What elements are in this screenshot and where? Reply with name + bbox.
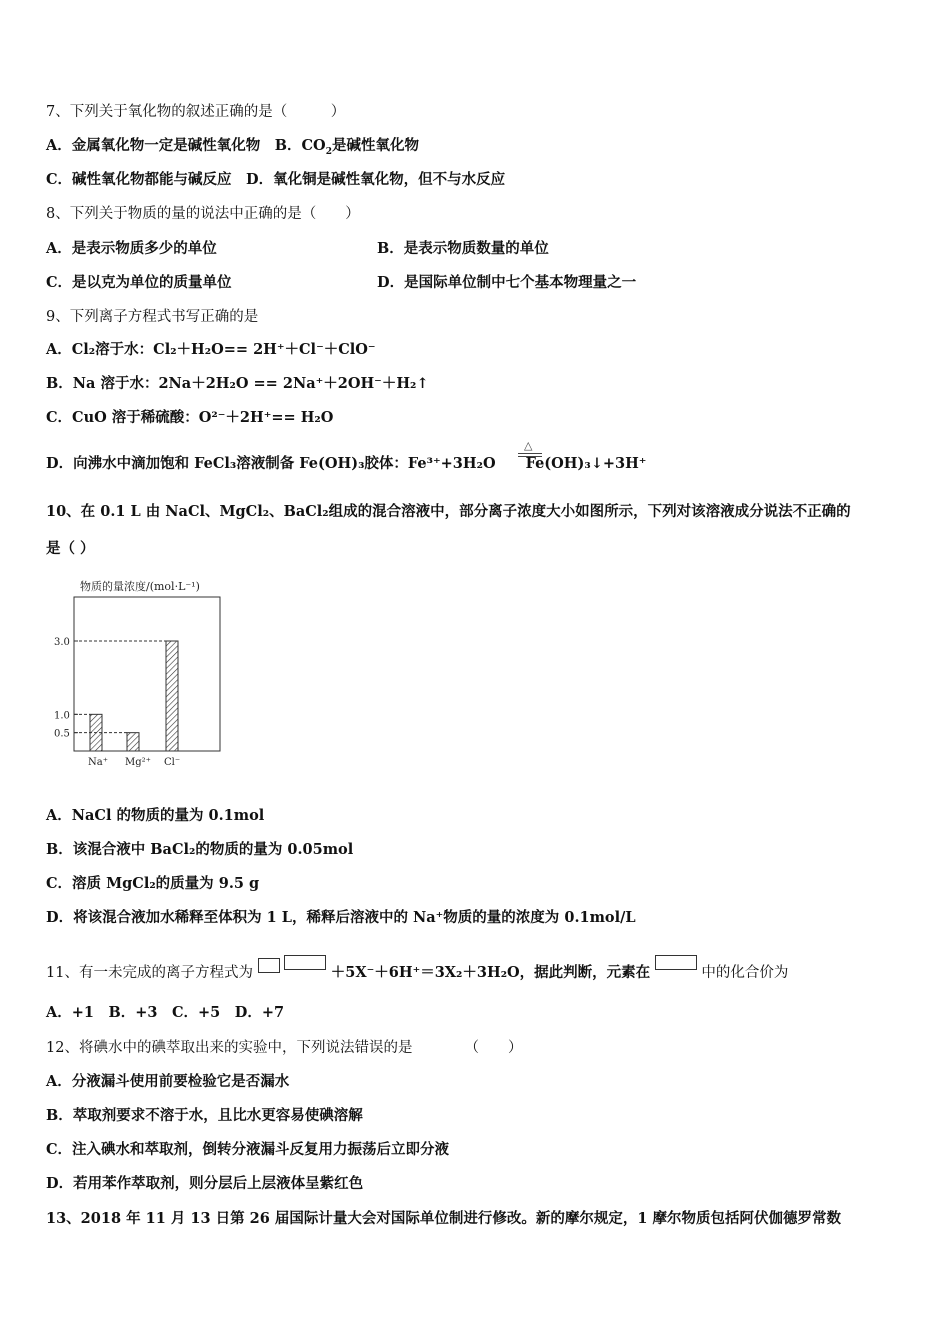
q7-options-ab (46, 136, 419, 156)
bar-1 (127, 733, 139, 751)
q9-option-a: A．Cl₂溶于水：Cl₂＋H₂O== 2H⁺＋Cl⁻＋ClO⁻ (46, 341, 376, 358)
q12-option-c: C．注入碘水和萃取剂，倒转分液漏斗反复用力振荡后立即分液 (46, 1141, 450, 1158)
y-tick-label: 1.0 (54, 710, 70, 722)
q8-stem: 8、下列关于物质的量的说法中正确的是（ ） (46, 206, 360, 222)
q13-stem: 13、2018 年 11 月 13 日第 26 届国际计量大会对国际单位制进行修改。新的摩尔规定，1 摩尔物质包括阿伏伽德罗常数 (46, 1210, 842, 1227)
q10-stem-line2: 是（ ） (46, 540, 95, 557)
y-tick-label: 3.0 (54, 637, 70, 648)
x-tick-label: Cl⁻ (164, 757, 181, 768)
heating-condition-mark (516, 441, 546, 461)
q10-option-d: D．将该混合液加水稀释至体积为 1 L，稀释后溶液中的 Na⁺物质的量的浓度为 0.1mol/L (46, 909, 636, 926)
q10-option-c: C．溶质 MgCl₂的质量为 9.5 g (46, 875, 260, 892)
q8-option-b: B．是表示物质数量的单位 (377, 240, 549, 257)
q7-ab-sub: 2 (325, 146, 332, 157)
q7-options-cd: C．碱性氧化物都能与碱反应 D．氧化铜是碱性氧化物，但不与水反应 (46, 171, 506, 188)
q9-option-d (46, 454, 646, 474)
q12-stem-text: 12、将碘水中的碘萃取出来的实验中，下列说法错误的是 (46, 1040, 413, 1056)
q9-d-post: Fe(OH)₃↓+3H⁺ (525, 455, 647, 472)
x-tick-label: Na⁺ (88, 757, 108, 768)
q11-stem (46, 955, 788, 983)
q11-stem-pre: 11、有一未完成的离子方程式为 (46, 965, 253, 981)
x-tick-label: Mg²⁺ (125, 757, 151, 768)
q10-option-a: A．NaCl 的物质的量为 0.1mol (46, 807, 265, 824)
q12-option-b: B．萃取剂要求不溶于水，且比水更容易使碘溶解 (46, 1107, 363, 1124)
q11-options: A．+1 B．+3 C．+5 D．+7 (46, 1004, 285, 1021)
q10-stem-text: 10、在 0.1 L 由 NaCl、MgCl₂、BaCl₂组成的混合溶液中，部分离子浓度大小如图所示，下列对该溶液成分说法不正确的 (46, 503, 851, 520)
q9-d-pre: D．向沸水中滴加饱和 FeCl₃溶液制备 Fe(OH)₃胶体：Fe³⁺+3H₂O (46, 455, 496, 472)
q7-ab-post: 是碱性氧化物 (331, 137, 419, 154)
q12-option-a: A．分液漏斗使用前要检验它是否漏水 (46, 1073, 290, 1090)
blank-box (284, 955, 326, 970)
ion-concentration-chart (50, 575, 230, 775)
q7-ab-pre: A．金属氧化物一定是碱性氧化物 B．CO (46, 137, 326, 154)
q8-option-c: C．是以克为单位的质量单位 (46, 274, 232, 291)
q9-option-b: B．Na 溶于水：2Na＋2H₂O == 2Na⁺＋2OH⁻＋H₂↑ (46, 375, 429, 392)
blank-box (655, 955, 697, 970)
q9-stem: 9、下列离子方程式书写正确的是 (46, 309, 259, 325)
heating-triangle-icon: △ (524, 439, 533, 452)
q11-stem-post: 中的化合价为 (701, 965, 789, 981)
y-tick-label: 0.5 (54, 728, 70, 740)
q8-option-a: A．是表示物质多少的单位 (46, 240, 217, 257)
q10-stem-line1 (46, 502, 851, 522)
chart-title: 物质的量浓度/(mol·L⁻¹) (80, 580, 200, 593)
q10-option-b: B．该混合液中 BaCl₂的物质的量为 0.05mol (46, 841, 354, 858)
q9-option-c: C．CuO 溶于稀硫酸：O²⁻＋2H⁺== H₂O (46, 409, 334, 426)
q12-option-d: D．若用苯作萃取剂，则分层后上层液体呈紫红色 (46, 1175, 364, 1192)
q8-option-d: D．是国际单位制中七个基本物理量之一 (377, 274, 637, 291)
bar-2 (166, 641, 178, 751)
q7-stem: 7、下列关于氧化物的叙述正确的是（ ） (46, 104, 346, 120)
q12-stem (46, 1038, 522, 1058)
q11-stem-mid: ＋5X⁻＋6H⁺＝3X₂＋3H₂O，据此判断，元素在 (330, 964, 651, 981)
q12-paren: （ ） (464, 1040, 523, 1056)
blank-box (258, 958, 280, 973)
